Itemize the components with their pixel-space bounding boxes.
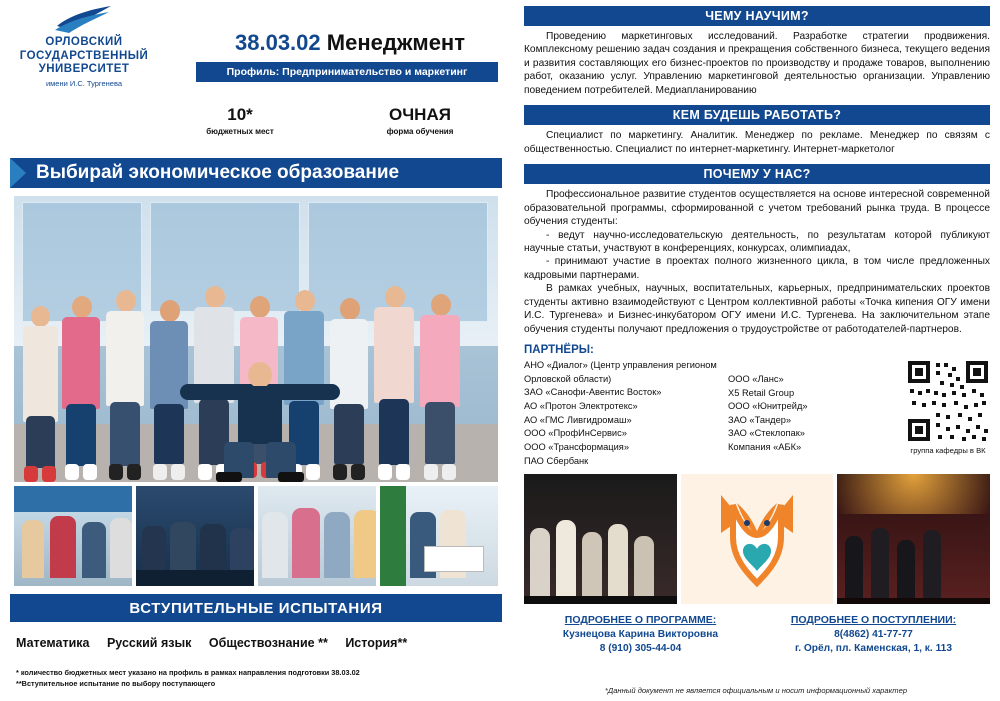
section-text: Специалист по маркетингу. Аналитик. Менеджер по рекламе. Менеджер по связям с общественностью. Специалист по интернет-маркетингу. Интернет-маркетолог xyxy=(524,130,990,155)
person-figure xyxy=(60,296,102,482)
person-figure xyxy=(104,290,146,482)
university-name-line-3: УНИВЕРСИТЕТ xyxy=(38,63,130,76)
contact-admission-address: г. Орёл, пл. Каменская, 1, к. 113 xyxy=(794,643,953,655)
partner-item: ЗАО «Санофи-Авентис Восток» xyxy=(524,387,662,398)
partner-item: ООО «ПрофИнСервис» xyxy=(524,428,627,439)
section-bullet: - ведут научно-исследовательскую деятельность, по результатам которой публикуют научные статьи, участвуют в конференциях, конкурсах, олимпиадах, xyxy=(524,229,990,254)
book-flag-logo-icon xyxy=(53,4,115,34)
section-heading-where-you-work: КЕМ БУДЕШЬ РАБОТАТЬ? xyxy=(524,105,990,125)
contact-admission-title: ПОДРОБНЕЕ О ПОСТУПЛЕНИИ: xyxy=(790,614,957,627)
section-bullet: - принимают участие в проектах полного жизненного цикла, в том числе предложенных кадровыми партнерами. xyxy=(524,256,990,281)
section-text-2: В рамках учебных, научных, воспитательных, карьерных, предпринимательских проектов студенты активно взаимодействуют с Центром коллективной работы «Точка кипения ОГУ имени И.С. Тургенева» и Бизнес-инкубатором ОГУ имени И.С. Тургенева. На заключительном этапе обучения студенты получают предложения о трудоустройстве от работодателей-партнеров. xyxy=(524,283,990,335)
qr-code-icon[interactable] xyxy=(906,359,990,443)
contact-admission xyxy=(757,614,990,654)
exam-subject: История** xyxy=(345,636,408,650)
exams-banner xyxy=(10,594,502,622)
contact-program-person: Кузнецова Карина Викторовна xyxy=(562,629,719,641)
contact-admission-phone[interactable]: 8(4862) 41-77-77 xyxy=(834,629,913,641)
contacts-block xyxy=(524,614,990,654)
person-figure-front xyxy=(180,362,340,482)
exams-banner-text: ВСТУПИТЕЛЬНЫЕ ИСПЫТАНИЯ xyxy=(129,599,383,617)
section-text: Профессиональное развитие студентов осуществляется на основе интересной современной образовательной программы, сформированной с учетом требований рынка труда. В процессе обучения студенты: xyxy=(524,189,990,228)
photo-stage-performance xyxy=(837,474,990,604)
partner-item: ООО «Юнитрейд» xyxy=(728,401,808,412)
university-name-line-2: ГОСУДАРСТВЕННЫЙ xyxy=(19,49,149,62)
partner-item: АО «ГМС Ливгидромаш» xyxy=(524,414,632,425)
exam-subject: Русский язык xyxy=(106,636,192,650)
photo-thumbnail xyxy=(14,486,132,586)
right-photo-row xyxy=(524,474,990,604)
fact-label: бюджетных мест xyxy=(206,127,274,136)
program-code: 38.03.02 xyxy=(235,30,321,55)
partner-item: Компания «АБК» xyxy=(728,442,802,453)
program-name: Менеджмент xyxy=(326,30,465,55)
person-figure xyxy=(20,306,60,482)
partner-item: ЗАО «Стеклопак» xyxy=(728,428,805,439)
partner-item: ЗАО «Тандер» xyxy=(728,414,792,425)
facts-row xyxy=(150,105,510,136)
photo-thumbnail xyxy=(258,486,376,586)
footnote: **Вступительное испытание по выбору поступающего xyxy=(16,678,216,688)
fact-value: 10* xyxy=(227,105,253,124)
university-name-line-1: ОРЛОВСКИЙ xyxy=(45,36,123,48)
fact-label: форма обучения xyxy=(386,127,454,136)
footnotes xyxy=(16,668,496,690)
section-heading-why-us: ПОЧЕМУ У НАС? xyxy=(524,164,990,184)
fact-budget-places xyxy=(150,105,330,136)
fox-heart-logo-icon xyxy=(681,474,834,604)
exam-subject: Математика xyxy=(16,636,90,650)
contact-program-phone[interactable]: 8 (910) 305-44-04 xyxy=(599,643,682,655)
qr-caption: группа кафедры в ВК xyxy=(910,446,986,456)
photo-thumbnail xyxy=(380,486,498,586)
right-column xyxy=(512,0,1000,701)
partners-columns xyxy=(524,359,900,468)
fact-value: ОЧНАЯ xyxy=(389,105,451,124)
partner-item: ООО «Трансформация» xyxy=(524,442,630,453)
disclaimer-text: *Данный документ не является официальным и носит информационный характер xyxy=(604,686,908,695)
photo-thumbnail-row xyxy=(14,486,498,586)
partner-item: АО «Протон Электротекс» xyxy=(524,401,638,412)
partners-title: ПАРТНЁРЫ: xyxy=(524,344,594,357)
section-heading-what-you-learn: ЧЕМУ НАУЧИМ? xyxy=(524,6,990,26)
partner-item: АНО «Диалог» (Центр управления регионом Орловской области) xyxy=(524,360,717,384)
qr-block[interactable] xyxy=(906,359,990,468)
partner-item: ООО «Ланс» xyxy=(728,373,784,384)
partners-column-2 xyxy=(728,359,808,468)
contact-program-title: ПОДРОБНЕЕ О ПРОГРАММЕ: xyxy=(564,614,717,627)
headline-banner xyxy=(10,158,502,188)
triangle-icon xyxy=(10,158,26,188)
fact-study-form xyxy=(330,105,510,136)
exam-subject: Обществознание ** xyxy=(208,636,328,650)
section-body-where-you-work xyxy=(524,129,990,156)
photo-thumbnail xyxy=(136,486,254,586)
partner-item: X5 Retail Group xyxy=(728,387,795,398)
profile-bar: Профиль: Предпринимательство и маркетинг xyxy=(196,62,498,82)
person-figure xyxy=(372,286,416,482)
program-code-and-name xyxy=(200,30,500,56)
partner-item: ПАО Сбербанк xyxy=(524,455,589,466)
section-body-what-you-learn xyxy=(524,30,990,97)
partners-block xyxy=(524,359,990,468)
section-text: Проведению маркетинговых исследований. Разработке стратегии продвижения. Комплексному решению задач создания и прекращения собственного бизнеса, текущего ведения и развития составляющих его бизнес-проектов по производству и продаже товаров, выполнению работ, оказанию услуг. Управлению маркетинговой деятельностью организации. Управлению поведением потребителей. Медиапланированию xyxy=(524,31,990,96)
photo-dance-performance xyxy=(524,474,677,604)
footnote: * количество бюджетных мест указано на профиль в рамках направления подготовки 38.03.02 xyxy=(16,668,360,677)
partners-column-1 xyxy=(524,359,720,468)
exam-subjects-list xyxy=(16,636,496,650)
section-body-why-us xyxy=(524,188,990,336)
university-name-sub: имени И.С. Тургенева xyxy=(45,78,123,88)
page-title xyxy=(200,30,500,56)
hero-photo xyxy=(14,196,498,482)
headline-banner-text: Выбирай экономическое образование xyxy=(36,162,400,183)
person-figure xyxy=(418,294,462,482)
university-logo xyxy=(14,4,154,88)
contact-program xyxy=(524,614,757,654)
